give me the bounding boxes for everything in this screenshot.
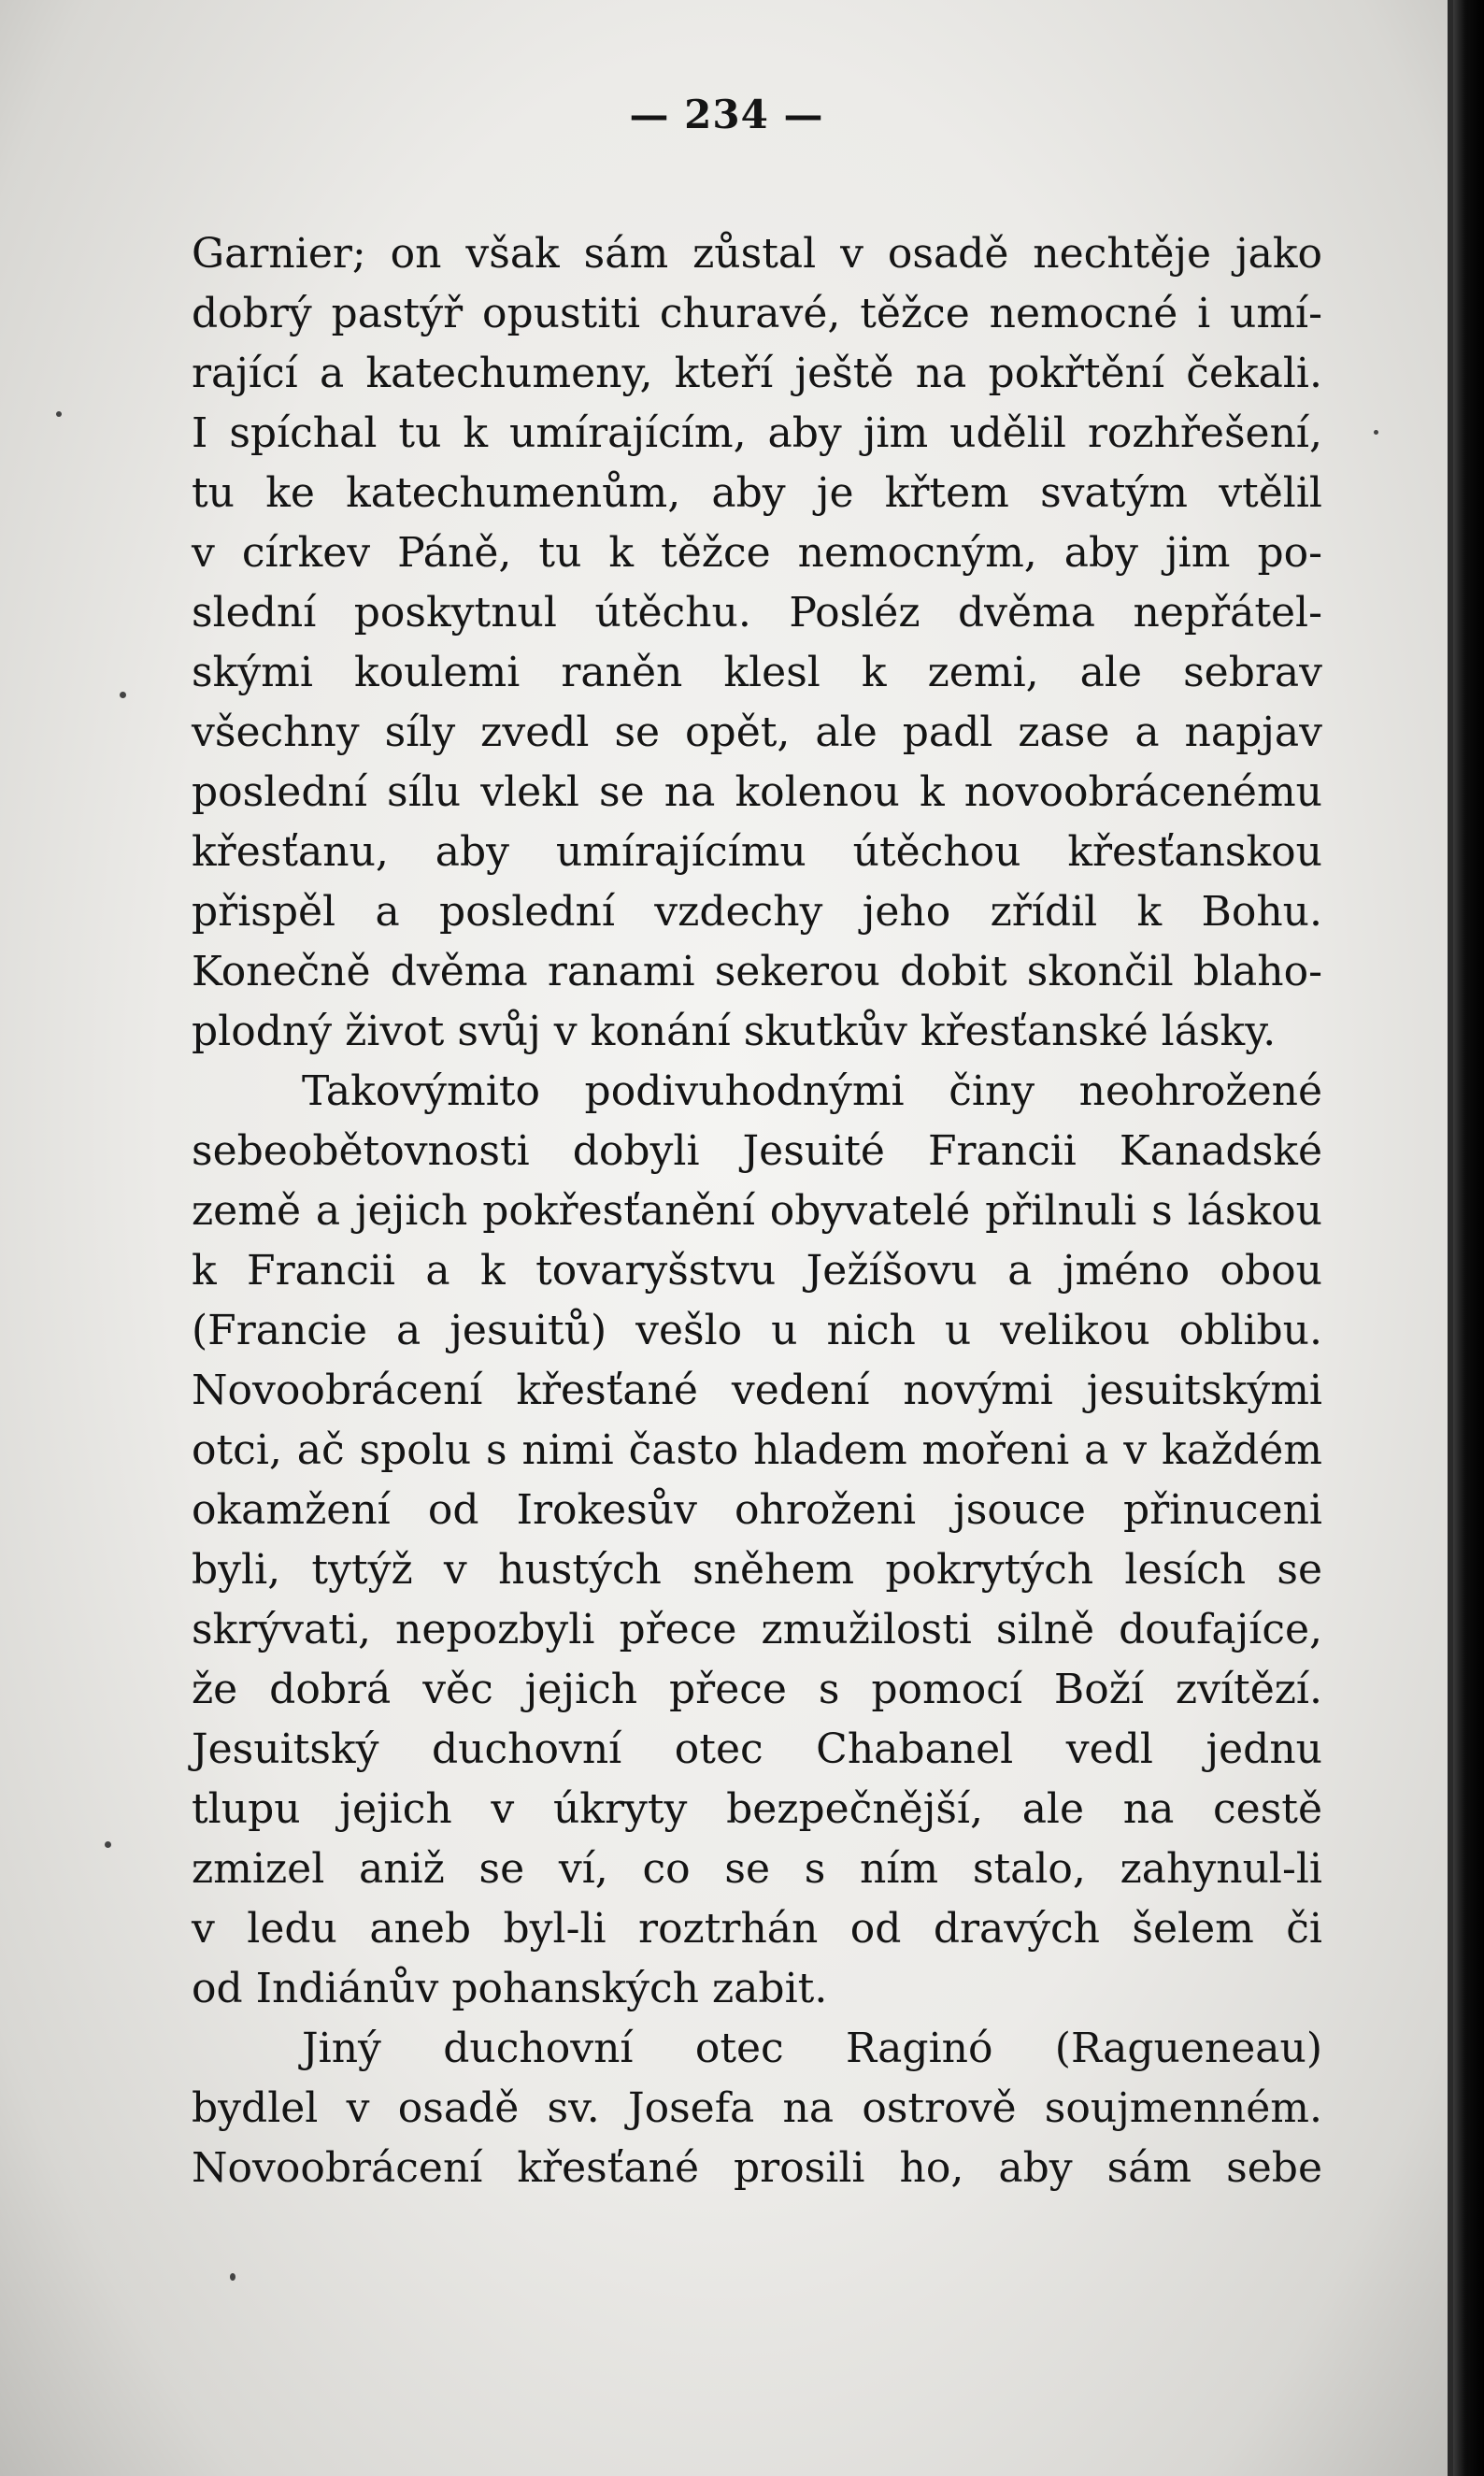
text-line: země a jejich pokřesťanění obyvatelé přilnuli s láskou xyxy=(192,1187,1322,1235)
text-line: všechny síly zvedl se opět, ale padl zase a napjav xyxy=(192,708,1322,756)
scan-speck xyxy=(230,2273,235,2281)
text-line: od Indiánův pohanských zabit. xyxy=(192,1965,828,2012)
text-line: Garnier; on však sám zůstal v osadě nechtěje jako xyxy=(192,230,1322,278)
scan-speck xyxy=(1374,430,1378,435)
text-line: křesťanu, aby umírajícímu útěchou křesťanskou xyxy=(192,828,1322,876)
text-line: Jiný duchovní otec Raginó (Ragueneau) xyxy=(302,2025,1322,2072)
text-line: rající a katechumeny, kteří ještě na pokřtění čekali. xyxy=(192,350,1322,397)
text-line: poslední sílu vlekl se na kolenou k novoobrácenému xyxy=(192,768,1322,816)
text-line: bydlel v osadě sv. Josefa na ostrově soujmenném. xyxy=(192,2084,1322,2132)
scan-speck xyxy=(56,411,62,417)
text-line: tlupu jejich v úkryty bezpečnější, ale na cestě xyxy=(192,1785,1322,1833)
text-line: že dobrá věc jejich přece s pomocí Boží zvítězí. xyxy=(192,1666,1322,1713)
text-line: v církev Páně, tu k těžce nemocným, aby jim po- xyxy=(192,529,1322,577)
text-line: Novoobrácení křesťané vedení novými jesuitskými xyxy=(192,1367,1322,1414)
text-line: plodný život svůj v konání skutkův křesťanské lásky. xyxy=(192,1008,1277,1055)
page-number: — 234 — xyxy=(629,92,824,137)
text-line: okamžení od Irokesův ohroženi jsouce přinuceni xyxy=(192,1486,1322,1534)
text-line: Konečně dvěma ranami sekerou dobit skončil blaho- xyxy=(192,948,1322,995)
text-line: I spíchal tu k umírajícím, aby jim udělil rozhřešení, xyxy=(192,409,1322,457)
text-line: sebeobětovnosti dobyli Jesuité Francii Kanadské xyxy=(192,1127,1322,1175)
text-line: skými koulemi raněn klesl k zemi, ale sebrav xyxy=(192,649,1322,696)
text-line: skrývati, nepozbyli přece zmužilosti silně doufajíce, xyxy=(192,1606,1322,1653)
text-line: zmizel aniž se ví, co se s ním stalo, zahynul-li xyxy=(192,1845,1322,1893)
text-line: přispěl a poslední vzdechy jeho zřídil k Bohu. xyxy=(192,888,1322,936)
scan-speck xyxy=(105,1841,111,1848)
text-line: (Francie a jesuitů) vešlo u nich u velikou oblibu. xyxy=(192,1307,1322,1354)
text-line: v ledu aneb byl-li roztrhán od dravých šelem či xyxy=(192,1905,1322,1953)
scan-border xyxy=(1453,0,1484,2476)
text-line: k Francii a k tovaryšstvu Ježíšovu a jméno obou xyxy=(192,1247,1322,1295)
text-line: tu ke katechumenům, aby je křtem svatým vtělil xyxy=(192,469,1322,517)
text-line: otci, ač spolu s nimi často hladem mořeni a v každém xyxy=(192,1426,1322,1474)
text-line: Takovýmito podivuhodnými činy neohrožené xyxy=(302,1067,1322,1115)
text-line: byli, tytýž v hustých sněhem pokrytých lesích se xyxy=(192,1546,1322,1594)
text-line: Novoobrácení křesťané prosili ho, aby sám sebe xyxy=(192,2144,1322,2192)
text-line: Jesuitský duchovní otec Chabanel vedl jednu xyxy=(192,1725,1322,1773)
text-line: slední poskytnul útěchu. Posléz dvěma nepřátel- xyxy=(192,589,1322,637)
scan-speck xyxy=(120,692,126,698)
text-line: dobrý pastýř opustiti churavé, těžce nemocné i umí- xyxy=(192,290,1322,337)
